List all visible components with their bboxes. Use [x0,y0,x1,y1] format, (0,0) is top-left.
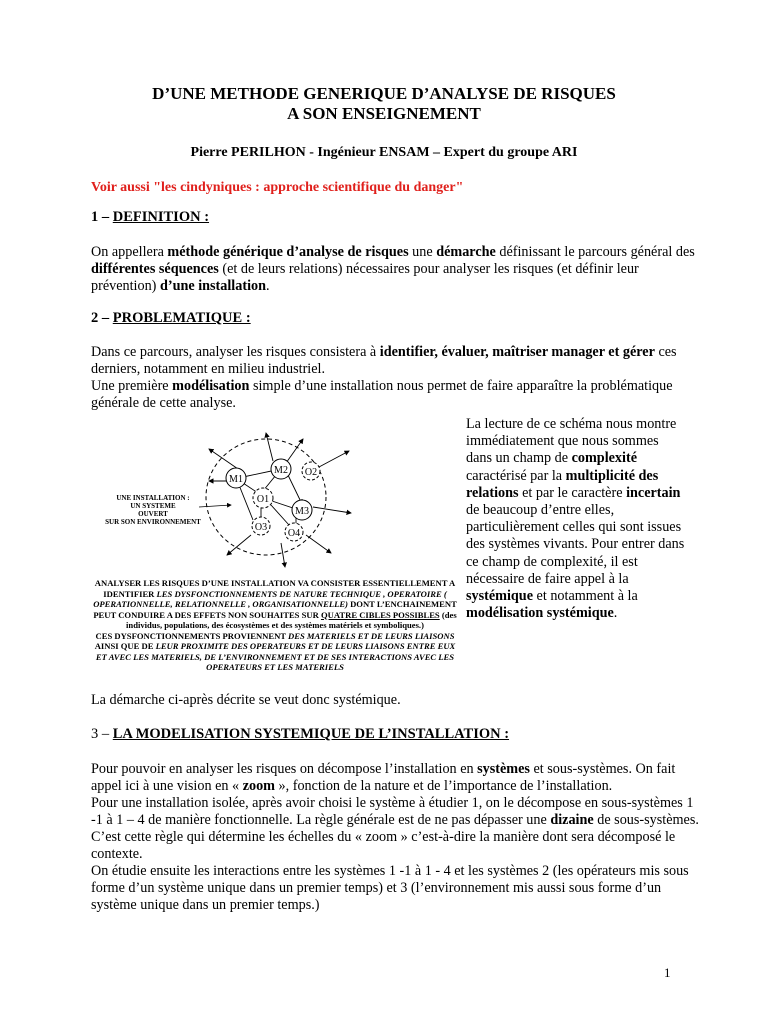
side-explanation [466,416,686,622]
systemic-statement: La démarche ci-après décrite se veut donc systémique. [91,692,401,708]
text: (et de leurs relations) nécessaires pour analyser les risques (et définir leur prévention) [91,261,639,294]
section2-number: 2 – [91,310,113,326]
text: On appellera [91,244,168,260]
text: DONT L’ENCHAINEMENT PEUT CONDUIRE A DES EFFETS NON SOUHAITES SUR [93,599,457,620]
section2-title: PROBLEMATIQUE : [112,310,251,326]
section3-title: LA MODELISATION SYSTEMIQUE DE L’INSTALLATION : [112,726,510,742]
text: et sous-systèmes. On fait appel ici à une vision en « [91,761,676,794]
text-bold: systémique [466,588,533,605]
text-bold: méthode générique d’analyse de risques [167,244,409,260]
text: de sous-systèmes. C’est cette règle qui détermine les échelles du « zoom » c’est-à-dire la manière dont sera décomposé le contexte. [91,812,699,862]
text: Une première [91,378,173,394]
node-label-o2: O2 [304,467,318,478]
node-label-o3: O3 [254,522,268,533]
text: caractérisé par la [466,467,566,484]
section2-paragraph [91,344,701,412]
section2-heading [91,310,251,327]
text: une [408,244,437,260]
section3-paragraph [91,761,701,914]
text-underline: QUATRE CIBLES POSSIBLES [320,609,440,620]
node-label-m2: M2 [274,465,288,476]
environment-arrows [209,433,351,567]
section1-heading [91,209,209,226]
text: . [266,278,270,294]
text: Dans ce parcours, analyser les risques consistera à [91,344,380,360]
text: ANALYSER LES RISQUES D’UNE INSTALLATION VA CONSISTER ESSENTIELLEMENT A IDENTIFIER [94,578,456,599]
see-also-link[interactable]: Voir aussi "les cindyniques : approche scientifique du danger" [91,180,464,195]
text: de beaucoup d’entre elles, particulièrement celles qui sont issues des systèmes vivants. Pour entrer dans ce champ de complexité, il est nécessaire de faire appel à la [466,502,685,587]
text: . [613,605,618,622]
node-label-o4: O4 [287,528,301,539]
section1-paragraph [91,244,701,295]
text-bold: modélisation systémique [466,605,614,622]
node-label-m1: M1 [229,474,243,485]
diagram-label-line2: UN SYSTEME [130,502,176,510]
text-bold: différentes séquences [91,261,219,277]
text: On étudie ensuite les interactions entre les systèmes 1 -1 à 1 - 4 et les systèmes 2 (les opérateurs mis sous forme d’un système unique dans un premier temps) et 3 (l’environnement mis aussi sous forme d’un système unique dans un premier temps.) [91,863,689,913]
text: ces derniers, notamment en milieu industriel. [91,344,677,377]
text-bold: incertain [626,484,681,501]
text-bold: modélisation [172,378,250,394]
text-italic: LEUR PROXIMITE DES OPERATEURS ET DE LEURS LIAISONS ENTRE EUX ET AVEC LES MATERIELS, DE L’ENVIRONNEMENT ET DE SES INTERACTIONS AVEC LES OPERATEURS ET LES MATERIELS [95,641,456,672]
document-title-line1: D’UNE METHODE GENERIQUE D’ANALYSE DE RISQUES [152,84,616,103]
text-bold: dizaine [550,812,594,828]
text: définissant le parcours général des [495,244,695,260]
document-title-line2: A SON ENSEIGNEMENT [287,104,481,123]
page-number: 1 [664,965,671,980]
text: », fonction de la nature et de l’importance de l’installation. [275,778,613,794]
text: (des individus, populations, des écosystèmes et des systèmes matériels et symboliques.) [126,609,457,630]
section1-title: DEFINITION : [112,209,210,225]
diagram-label-line3: OUVERT [138,510,168,518]
text-bold: complexité [571,450,637,467]
node-label-m3: M3 [295,506,309,517]
text-bold: zoom [242,778,275,794]
text: AINSI QUE DE [94,641,156,651]
text: simple d’une installation nous permet de faire apparaître la problématique générale de cette analyse. [91,378,673,411]
diagram-label-pointer [199,505,231,507]
text-italic: LES DYSFONCTIONNEMENTS DE NATURE TECHNIQUE , OPERATOIRE ( OPERATIONNELLE, RELATIONNELLE , ORGANISATIONNELLE) [93,588,447,609]
text-italic: DES MATERIELS ET DE LEURS LIAISONS [288,630,455,641]
diagram-caption [91,578,459,673]
text-bold: systèmes [477,761,530,777]
text-bold: multiplicité des relations [466,467,659,501]
text: et notamment à la [533,588,638,605]
node-label-o1: O1 [256,494,270,505]
text: Pour une installation isolée, après avoir choisi le système à étudier 1, on le décompose en sous-systèmes 1 -1 à 1 – 4 de manière fonctionnelle. La règle générale est de ne pas dépasser une [91,795,694,828]
section3-heading [91,726,509,743]
diagram-label-line4: SUR SON ENVIRONNEMENT [105,518,201,526]
system-diagram [91,425,461,575]
section1-number: 1 – [91,209,113,225]
text: CES DYSFONCTIONNEMENTS PROVIENNENT [95,630,289,641]
section3-number: 3 – [91,726,113,742]
text-bold: démarche [436,244,496,260]
diagram-label-line1: UNE INSTALLATION : [116,494,190,502]
text: et par le caractère [518,484,627,501]
author-line: Pierre PERILHON - Ingénieur ENSAM – Expert du groupe ARI [190,145,578,160]
text: La lecture de ce schéma nous montre immédiatement que nous sommes dans un champ de [466,416,677,467]
text-bold: identifier, évaluer, maîtriser manager et gérer [379,344,655,360]
text: Pour pouvoir en analyser les risques on décompose l’installation en [91,761,478,777]
text-bold: d’une installation [159,278,266,294]
